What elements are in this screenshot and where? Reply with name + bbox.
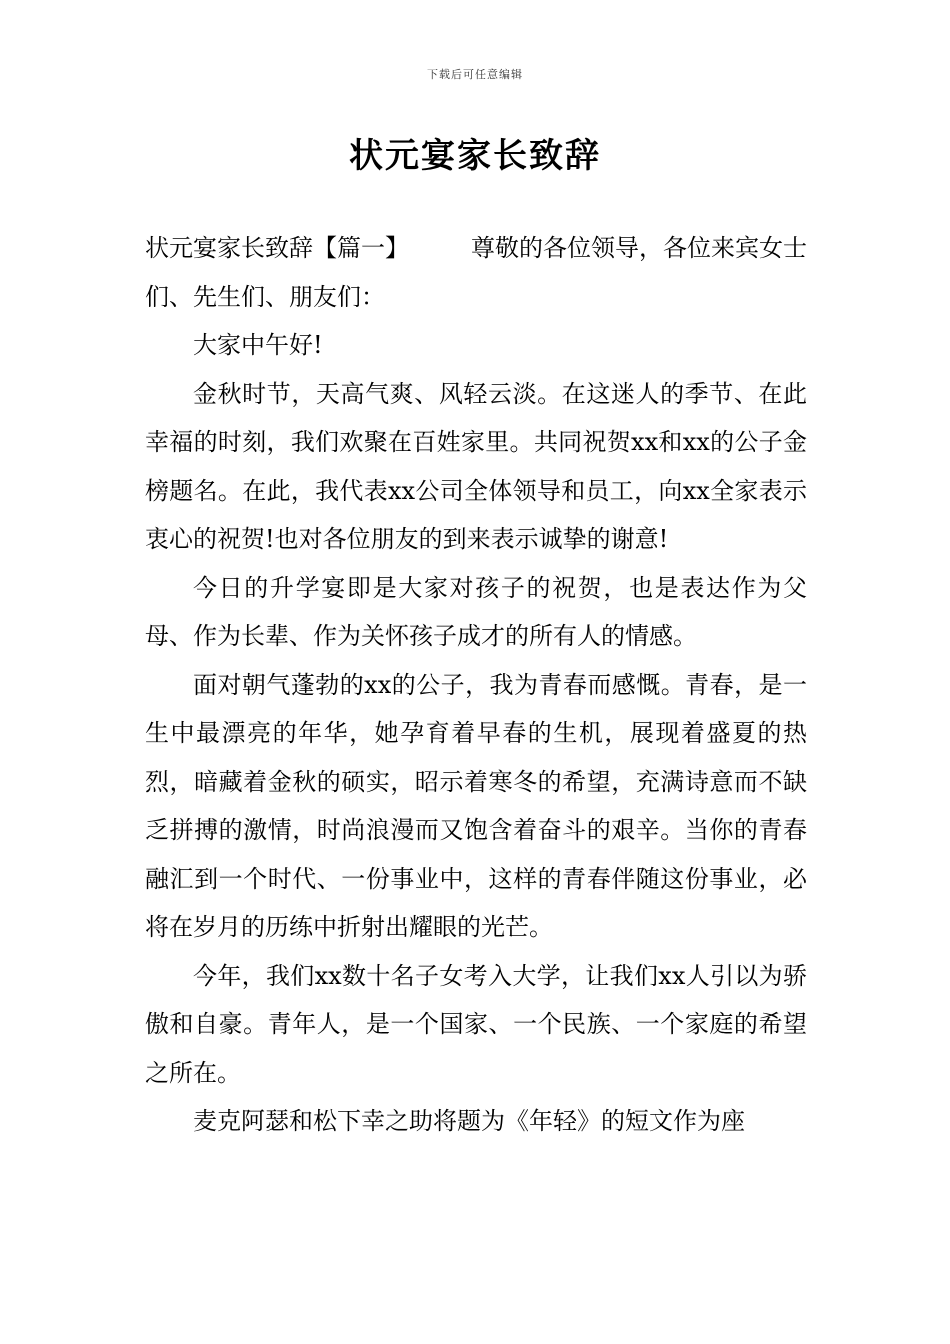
paragraph: 大家中午好! bbox=[193, 331, 323, 359]
paragraph: 金秋时节，天高气爽、风轻云淡。在这迷人的季节、在此幸福的时刻，我们欢聚在百姓家里。共同祝贺xx和xx的公子金榜题名。在此，我代表xx公司全体领导和员工，向xx全家表示衷心的祝贺!也对各位朋友的到来表示诚挚的谢意! bbox=[145, 379, 807, 553]
document-body bbox=[145, 224, 807, 1146]
section-label: 状元宴家长致辞【篇一】 bbox=[145, 234, 409, 262]
document-title: 状元宴家长致辞 bbox=[349, 136, 601, 176]
paragraph: 麦克阿瑟和松下幸之助将题为《年轻》的短文作为座 bbox=[193, 1107, 745, 1135]
greeting-line: 尊敬的各位领导，各位来宾女士们、先生们、朋友们： bbox=[145, 234, 807, 311]
header-note: 下载后可任意编辑 bbox=[427, 68, 523, 81]
paragraph: 今日的升学宴即是大家对孩子的祝贺，也是表达作为父母、作为长辈、作为关怀孩子成才的所有人的情感。 bbox=[145, 573, 807, 650]
paragraph: 今年，我们xx数十名子女考入大学，让我们xx人引以为骄傲和自豪。青年人，是一个国家、一个民族、一个家庭的希望之所在。 bbox=[145, 961, 807, 1087]
opening-paragraph bbox=[145, 224, 807, 321]
paragraph: 面对朝气蓬勃的xx的公子，我为青春而感慨。青春，是一生中最漂亮的年华，她孕育着早春的生机，展现着盛夏的热烈，暗藏着金秋的硕实，昭示着寒冬的希望，充满诗意而不缺乏拼搏的激情，时尚浪漫而又饱含着奋斗的艰辛。当你的青春融汇到一个时代、一份事业中，这样的青春伴随这份事业，必将在岁月的历练中折射出耀眼的光芒。 bbox=[145, 670, 807, 941]
